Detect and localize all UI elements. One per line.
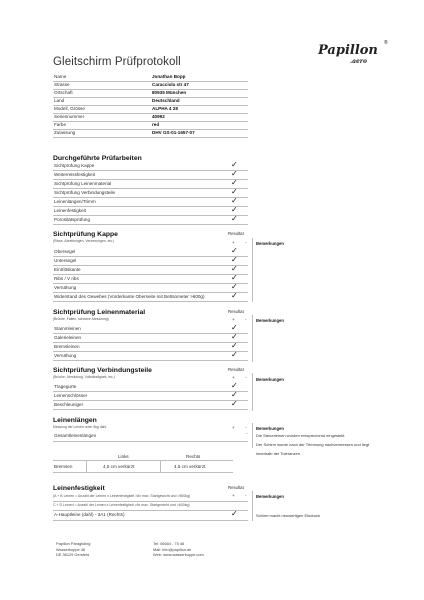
row-divider [53, 360, 248, 361]
minus-header-laengen: - [245, 425, 247, 430]
info-value: 40992 [152, 114, 165, 119]
row-divider [53, 501, 248, 502]
check-mark-icon: ✓ [231, 178, 238, 187]
minus-header-festigkeit: - [245, 493, 247, 498]
bemerkungen-header-festigkeit: Bemerkungen [256, 494, 284, 499]
row-divider [53, 510, 248, 511]
check-mark-icon: ✓ [231, 291, 238, 300]
info-value: Deutschland [152, 98, 180, 103]
row-divider [53, 409, 248, 410]
bemerkungen-header-laengen: Bemerkungen [256, 426, 284, 431]
row-divider [53, 351, 248, 352]
checklist-item: Sichtprüfung Leinenmaterial [54, 181, 112, 186]
table-divider-1 [86, 460, 87, 472]
row-divider [53, 256, 248, 257]
row-divider [53, 292, 248, 293]
bremsen-label: Bremsen [54, 464, 73, 469]
check-mark-icon: ✓ [231, 332, 238, 341]
info-label: Seriennummer [54, 114, 85, 119]
checklist-item: Untersegel [54, 258, 77, 263]
bremsen-rechts-value: 4,5 cm verkürzt [174, 464, 206, 469]
section-title-festigkeit: Leinenfestigkeit [53, 485, 105, 492]
check-mark-icon: ✓ [231, 341, 238, 350]
checklist-item: Tragegurte [54, 384, 77, 389]
plus-header-leinen: + [232, 317, 235, 322]
festigkeit-note: Schirm macht neuwertigen Eindruck [256, 513, 321, 518]
info-row-divider [53, 121, 248, 122]
check-mark-icon: ✓ [231, 390, 238, 399]
row-divider [53, 520, 248, 521]
info-label: Zulassung [54, 130, 76, 135]
checklist-item: Vernähung [54, 353, 77, 358]
resultat-header-festigkeit: Resultat [228, 485, 244, 490]
brand-logo: Papillon [318, 43, 378, 58]
check-mark-icon: ✓ [231, 399, 238, 408]
info-label: Strasse [54, 82, 70, 87]
info-label: Farbe [54, 122, 67, 127]
plus-header-verbindung: + [232, 375, 235, 380]
row-divider [53, 400, 248, 401]
divider-verbindung [252, 373, 253, 411]
check-mark-icon: ✓ [231, 246, 238, 255]
footer-web: Web: www.wasserkuppe.com [153, 552, 204, 557]
checklist-item: Leinenlängen/Trimm [54, 199, 96, 204]
bemerkungen-header-leinen: Bemerkungen [256, 318, 284, 323]
plus-header-laengen: + [232, 425, 235, 430]
check-mark-festigkeit: ✓ [231, 509, 238, 518]
check-mark-icon: ✓ [231, 323, 238, 332]
row-divider [53, 265, 248, 266]
checklist-item: Widerstand des Gewebes (Vorderkante Oberseite mit Bettsometer >600g) [54, 294, 205, 299]
divider-leinen [252, 315, 253, 362]
section-subtitle-kappe: (Risse, Abreibungen, Verzerrungen, etc.) [53, 239, 115, 243]
row-divider [53, 224, 248, 225]
info-value: DHV GS-01-1657-07 [152, 130, 195, 135]
check-mark-icon: ✓ [231, 381, 238, 390]
row-divider [53, 441, 248, 442]
info-row-divider [53, 81, 248, 82]
bemerkungen-header-kappe: Bemerkungen [256, 241, 284, 246]
check-mark-icon: ✓ [231, 196, 238, 205]
page-title: Gleitschirm Prüfprotokoll [53, 56, 181, 68]
check-mark-icon: ✓ [231, 273, 238, 282]
minus-header-leinen: - [245, 317, 247, 322]
checklist-item: Leinenfestigkeit [54, 208, 86, 213]
checklist-item: Vernähung [54, 285, 77, 290]
divider-kappe [252, 238, 253, 302]
check-mark-icon: ✓ [231, 282, 238, 291]
check-mark-icon: ✓ [231, 264, 238, 273]
footer-city: DE 36129 Gersfeld [56, 552, 90, 557]
check-mark-icon: ✓ [231, 160, 238, 169]
laengen-note-2: Der Schirm wurde nach der Trimmung nachvermessen und liegt [256, 442, 370, 447]
row-divider [53, 170, 248, 171]
info-label: Ortschaft [54, 90, 73, 95]
minus-header-kappe: - [245, 240, 247, 245]
row-divider [53, 197, 248, 198]
info-value: Caracciola str 47 [152, 82, 189, 87]
footer-mail: Mail: info@papillon.de [153, 546, 192, 552]
brand-logo-suffix: .aero [350, 58, 367, 65]
section-subtitle-verbindung: (Brüche, Abnutzung, Vollständigkeit, etc.) [53, 375, 115, 379]
row-divider [53, 179, 248, 180]
laengen-note-1: Die Steuerleinen wurden entsprechend eingestellt. [256, 433, 346, 438]
table-divider-2 [160, 460, 161, 472]
footer-company: Papillon Paragliding [56, 541, 91, 546]
divider-laengen [252, 423, 253, 448]
resultat-header-kappe: Resultat [228, 231, 244, 236]
footer-street: Wasserkuppe 46 [56, 546, 86, 552]
checklist-item: Stammleinen [54, 326, 81, 331]
gesamtleinenlaengen-label: Gesamtleinenlängen [54, 433, 97, 438]
row-divider [53, 188, 248, 189]
check-mark-icon: ✓ [231, 169, 238, 178]
festigkeit-item: A-Hauptleine (dahl) - 3A1 (Rechts) [54, 512, 125, 517]
checklist-item: Galerieleinen [54, 335, 82, 340]
info-row-divider [53, 129, 248, 130]
divider-festigkeit [252, 491, 253, 521]
check-mark-icon: ✓ [231, 187, 238, 196]
info-label: Land [54, 98, 65, 103]
resultat-header-verbindung: Resultat [228, 367, 244, 372]
checklist-item: Porositätsprüfung [54, 217, 91, 222]
footer-tel: Tel: 06654 - 75 46 [153, 541, 185, 546]
registered-mark: ® [384, 40, 388, 46]
checklist-item: Obersegel [54, 249, 76, 254]
section-title-verbindung: Sichtprüfung Verbindungsteile [53, 367, 152, 374]
info-label: Name [54, 74, 67, 79]
row-divider [53, 391, 248, 392]
checklist-item: Beschleuniger [54, 402, 84, 407]
section-subtitle-leinen: (Brüche, Falten, schwere Abnutzung) [53, 317, 109, 321]
check-mark-icon: ✓ [231, 350, 238, 359]
col-rechts: Rechts [186, 454, 201, 459]
row-divider [53, 333, 248, 334]
check-mark-icon: ✓ [231, 205, 238, 214]
section-title-kappe: Sichtprüfung Kappe [53, 231, 118, 238]
checklist-item: Bremsleinen [54, 344, 80, 349]
gesamtleinenlaengen-minus-mark: - [246, 431, 248, 436]
info-label: Modell, Grösse [54, 106, 85, 111]
plus-header-kappe: + [232, 240, 235, 245]
info-value: 80935 München [152, 90, 187, 95]
section-title-leinen: Sichtprüfung Leinenmaterial [53, 309, 146, 316]
minus-header-verbindung: - [245, 375, 247, 380]
laengen-note-3: innerhalb der Toleranzen. [256, 451, 302, 456]
checklist-item: Ribs / V ribs [54, 276, 79, 281]
info-row-divider [53, 97, 248, 98]
bemerkungen-header-verbindung: Bemerkungen [256, 377, 284, 382]
info-value: ALPHA 4 28 [152, 106, 178, 111]
row-divider [53, 206, 248, 207]
info-value: Jonathan Bopp [152, 74, 186, 79]
check-mark-icon: ✓ [231, 255, 238, 264]
section-subtitle-laengen: Messung der Leinen unter 5kg dahl. [53, 425, 108, 429]
row-divider [53, 283, 248, 284]
section-title-laengen: Leinenlängen [53, 417, 97, 424]
row-divider [53, 215, 248, 216]
info-value: red [152, 122, 160, 127]
bremsen-links-value: 4,5 cm verkürzt [103, 464, 135, 469]
checklist-item: Sichtprüfung Kappe [54, 163, 95, 168]
row-divider [53, 301, 248, 302]
checklist-item: Leinenschlösser [54, 393, 88, 398]
checklist-item: Weiterreissfestigkeit [54, 172, 96, 177]
row-divider [53, 274, 248, 275]
col-links: Links [118, 454, 129, 459]
festigkeit-formula-1: (A + B Leinen = Anzahl der Leinen x Leinenfestigkeit >8x max. Startgewicht und >800kg) [53, 494, 191, 498]
section-title-pruefarbeiten: Durchgeführte Prüfarbeiten [53, 155, 142, 162]
info-row-divider [53, 137, 248, 138]
plus-header-festigkeit: + [232, 493, 235, 498]
check-mark-icon: ✓ [231, 214, 238, 223]
festigkeit-formula-2: C + D Leinen = Anzahl der Leinen x Leinenfestigkeit >6x max. Startgewicht und >600kg) [53, 503, 190, 507]
row-divider [53, 342, 248, 343]
table-header-divider [53, 460, 233, 461]
resultat-header-leinen: Resultat [228, 309, 244, 314]
checklist-item: Sichtprüfung Verbindungsteile [54, 190, 116, 195]
checklist-item: Eintrittskante [54, 267, 81, 272]
table-bottom-divider [53, 472, 233, 473]
info-row-divider [53, 89, 248, 90]
